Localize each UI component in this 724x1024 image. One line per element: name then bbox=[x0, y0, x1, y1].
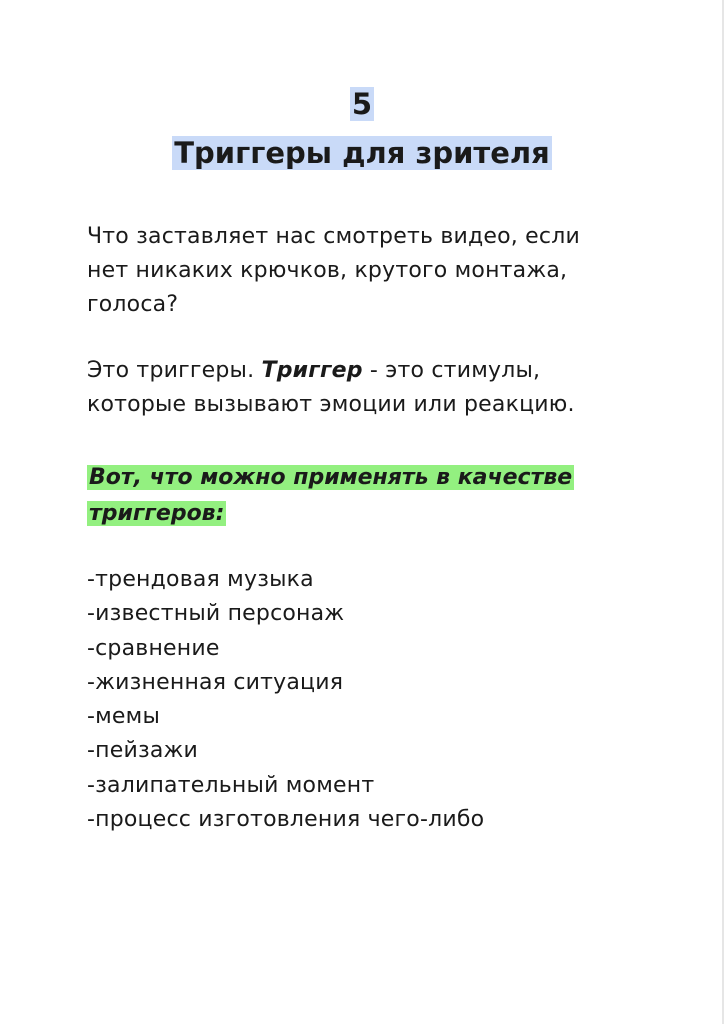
list-item: -жизненная ситуация bbox=[87, 669, 344, 695]
section-title-text: Триггеры для зрителя bbox=[174, 136, 550, 170]
section-title bbox=[0, 133, 724, 173]
list-item: -мемы bbox=[87, 704, 161, 730]
section-number-text: 5 bbox=[351, 87, 373, 121]
definition-lead: Это триггеры. bbox=[87, 358, 262, 383]
definition-paragraph bbox=[87, 354, 687, 422]
trigger-list bbox=[87, 563, 484, 837]
intro-line: голоса? bbox=[87, 292, 179, 317]
intro-paragraph bbox=[87, 220, 687, 322]
list-item: -трендовая музыка bbox=[87, 567, 314, 592]
definition-line-2: которые вызывают эмоции или реакцию. bbox=[87, 392, 575, 417]
highlighted-line-1: Вот, что можно применять в качестве bbox=[89, 465, 573, 490]
intro-line: Что заставляет нас смотреть видео, если bbox=[87, 224, 580, 249]
definition-rest: - это стимулы, bbox=[362, 358, 541, 383]
highlighted-line-2: триггеров: bbox=[89, 501, 225, 526]
intro-line: нет никаких крючков, крутого монтажа, bbox=[87, 258, 568, 283]
section-number bbox=[0, 84, 724, 124]
list-item: -сравнение bbox=[87, 635, 220, 661]
definition-term: Триггер bbox=[261, 358, 363, 383]
list-item: -пейзажи bbox=[87, 738, 199, 764]
list-item: -известный персонаж bbox=[87, 601, 345, 627]
highlighted-heading bbox=[87, 460, 707, 532]
definition-line-1 bbox=[87, 354, 687, 388]
list-item: -процесс изготовления чего-либо bbox=[87, 807, 485, 833]
list-item: -залипательный момент bbox=[87, 772, 375, 798]
